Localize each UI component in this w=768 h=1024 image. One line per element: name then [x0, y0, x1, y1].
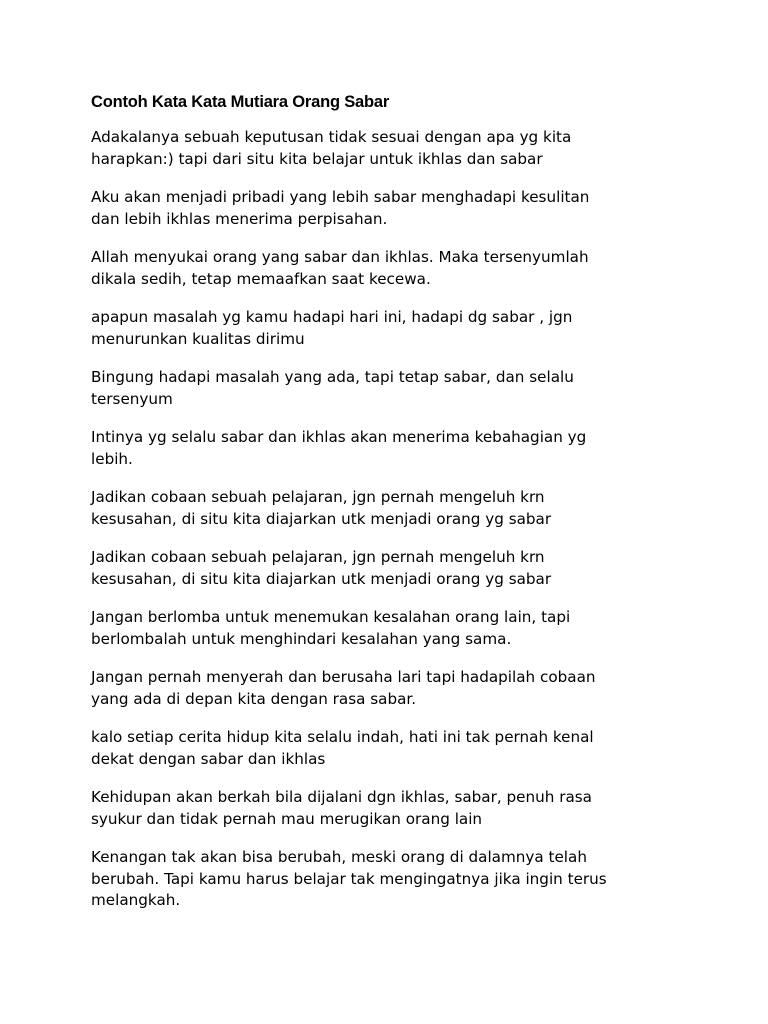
quote-line: Jangan pernah menyerah dan berusaha lari tapi hadapilah cobaan — [91, 668, 596, 686]
quote-line: Intinya yg selalu sabar dan ikhlas akan menerima kebahagian yg — [91, 428, 587, 446]
quote-line: syukur dan tidak pernah mau merugikan orang lain — [91, 809, 483, 828]
quote-paragraph — [91, 247, 691, 290]
quote-line: Jadikan cobaan sebuah pelajaran, jgn pernah mengeluh krn — [91, 548, 545, 566]
quote-line: Kenangan tak akan bisa berubah, meski orang di dalamnya telah — [91, 848, 587, 866]
quote-line: dekat dengan sabar dan ikhlas — [91, 749, 326, 768]
quote-paragraph — [91, 847, 691, 912]
quote-paragraph — [91, 307, 691, 350]
quote-line: Adakalanya sebuah keputusan tidak sesuai dengan apa yg kita — [91, 128, 572, 146]
quote-line: Allah menyukai orang yang sabar dan ikhlas. Maka tersenyumlah — [91, 248, 589, 266]
quote-line: kesusahan, di situ kita diajarkan utk menjadi orang yg sabar — [91, 509, 552, 528]
quote-line: melangkah. — [91, 891, 181, 909]
quote-line: menurunkan kualitas dirimu — [91, 329, 305, 348]
quote-line: Aku akan menjadi pribadi yang lebih sabar menghadapi kesulitan — [91, 188, 590, 206]
quote-line: kalo setiap cerita hidup kita selalu indah, hati ini tak pernah kenal — [91, 728, 594, 746]
quote-line: tersenyum — [91, 389, 173, 408]
quote-paragraph — [91, 607, 691, 650]
quote-line: harapkan:) tapi dari situ kita belajar untuk ikhlas dan sabar — [91, 149, 543, 168]
quote-paragraph — [91, 787, 691, 830]
quote-line: Bingung hadapi masalah yang ada, tapi tetap sabar, dan selalu — [91, 368, 574, 386]
document-body — [91, 91, 691, 929]
quote-line: Kehidupan akan berkah bila dijalani dgn ikhlas, sabar, penuh rasa — [91, 788, 592, 806]
quote-line: berubah. Tapi kamu harus belajar tak mengingatnya jika ingin terus — [91, 869, 607, 888]
quote-line: Jadikan cobaan sebuah pelajaran, jgn pernah mengeluh krn — [91, 488, 545, 506]
quote-line: apapun masalah yg kamu hadapi hari ini, hadapi dg sabar , jgn — [91, 308, 573, 326]
quote-paragraph — [91, 427, 691, 470]
quote-line: dan lebih ikhlas menerima perpisahan. — [91, 209, 388, 228]
quote-paragraph — [91, 127, 691, 170]
quote-paragraph — [91, 487, 691, 530]
quote-line: dikala sedih, tetap memaafkan saat kecewa. — [91, 269, 431, 288]
quote-paragraph — [91, 187, 691, 230]
quote-paragraph — [91, 727, 691, 770]
quote-paragraph — [91, 547, 691, 590]
quote-paragraph — [91, 367, 691, 410]
document-title: Contoh Kata Kata Mutiara Orang Sabar — [91, 93, 390, 111]
quote-line: berlombalah untuk menghindari kesalahan yang sama. — [91, 629, 512, 648]
quote-line: lebih. — [91, 449, 133, 468]
quote-line: yang ada di depan kita dengan rasa sabar. — [91, 689, 417, 708]
quote-line: kesusahan, di situ kita diajarkan utk menjadi orang yg sabar — [91, 569, 552, 588]
quote-paragraph — [91, 667, 691, 710]
quote-line: Jangan berlomba untuk menemukan kesalahan orang lain, tapi — [91, 608, 571, 626]
